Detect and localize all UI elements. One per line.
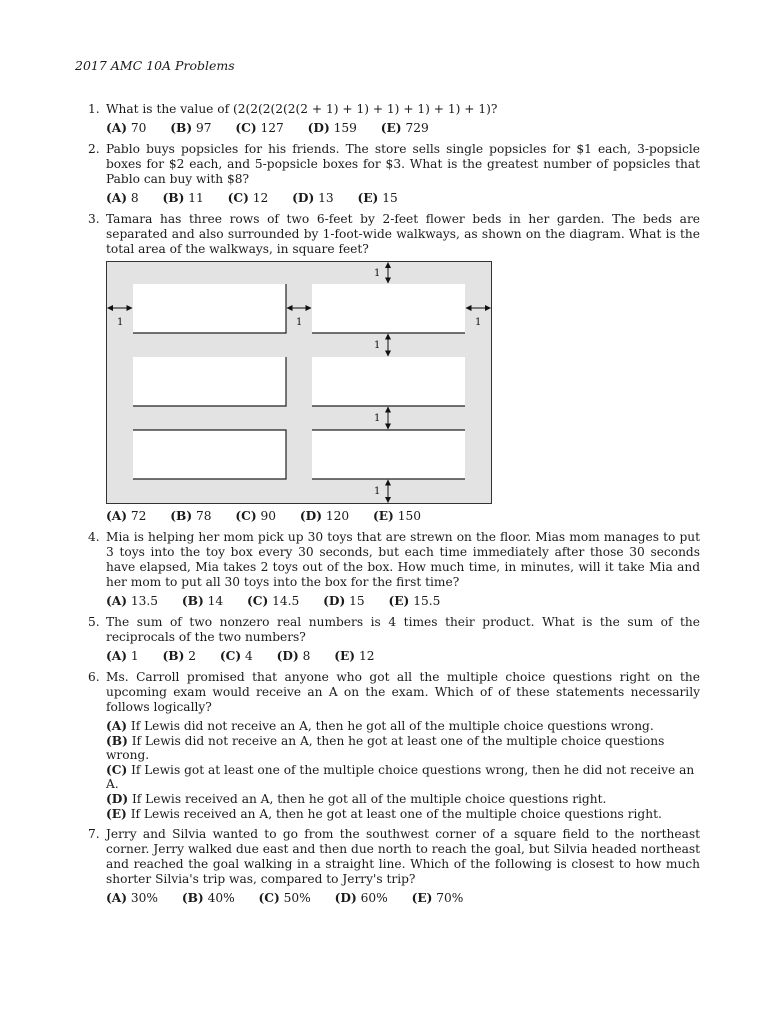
choice-letter: (A) — [106, 649, 127, 663]
problem-stem: Pablo buys popsicles for his friends. The store sells single popsicles for $1 each, 3-popsicle boxes for $2 each, and 5-popsicle boxes for $3. What is the greatest number of popsicles that Pablo can buy with $8? — [106, 142, 700, 186]
choice-d — [335, 891, 388, 906]
choice-text: 30% — [130, 891, 158, 906]
choice-b — [106, 734, 700, 763]
page-header: 2017 AMC 10A Problems — [75, 58, 235, 73]
problem-list — [88, 102, 700, 912]
choice-text: 50% — [283, 891, 311, 906]
problem-stem: What is the value of (2(2(2(2(2(2 + 1) + 1) + 1) + 1) + 1) + 1)? — [106, 102, 498, 116]
choice-text: 15.5 — [413, 594, 441, 608]
choice-c — [235, 509, 276, 524]
problem-3 — [88, 212, 700, 524]
choice-letter: (E) — [373, 509, 394, 523]
choice-text: 11 — [188, 191, 204, 205]
choice-letter: (D) — [106, 791, 129, 806]
choice-text: 70% — [436, 891, 464, 906]
choice-e — [373, 509, 421, 524]
choice-letter: (A) — [106, 594, 127, 608]
choice-text: 127 — [260, 121, 284, 135]
choice-text: 60% — [360, 891, 388, 906]
choice-letter: (D) — [299, 509, 322, 523]
choice-letter: (D) — [276, 649, 299, 663]
choice-e — [412, 891, 464, 906]
choice-letter: (B) — [162, 649, 185, 663]
problem-number: 2. — [88, 142, 100, 156]
choice-letter: (D) — [292, 191, 315, 205]
choice-d — [300, 509, 349, 524]
answer-choices — [106, 649, 700, 664]
choice-b — [163, 191, 204, 206]
problem-number: 5. — [88, 615, 100, 629]
choice-letter: (E) — [357, 191, 379, 205]
choice-text: 90 — [260, 509, 276, 523]
problem-1 — [88, 102, 700, 136]
dimension-label: 1 — [374, 340, 381, 351]
choice-letter: (D) — [323, 594, 346, 608]
choice-a — [106, 891, 158, 906]
problem-stem: Ms. Carroll promised that anyone who got all the multiple choice questions right on the upcoming exam would receive an A on the exam. Which of of these statements necessarily follows logically? — [106, 670, 700, 714]
choice-a — [106, 649, 139, 664]
choice-c — [106, 763, 700, 792]
answer-choices — [106, 191, 700, 206]
choice-c — [228, 191, 269, 206]
choice-text: 13 — [318, 191, 334, 205]
choice-e — [381, 121, 429, 136]
problem-number: 4. — [88, 530, 100, 544]
choice-b — [182, 594, 223, 609]
choice-letter: (B) — [181, 594, 204, 608]
choice-e — [358, 191, 398, 206]
problem-number: 6. — [88, 670, 100, 684]
choice-text: 13.5 — [130, 594, 159, 608]
choice-letter: (C) — [227, 191, 249, 205]
answer-choices — [106, 121, 700, 136]
choice-c — [220, 649, 253, 664]
choice-d — [323, 594, 365, 609]
choice-d — [308, 121, 357, 136]
choice-d — [292, 191, 334, 206]
problem-number: 1. — [88, 102, 100, 116]
problem-stem: The sum of two nonzero real numbers is 4 times their product. What is the sum of the reciprocals of the two numbers? — [106, 615, 700, 644]
problem-4 — [88, 530, 700, 609]
problem-stem: Jerry and Silvia wanted to go from the southwest corner of a square field to the northeast corner. Jerry walked due east and then due north to reach the goal, but Silvia headed northeast and reached the goal walking in a straight line. Which of the following is closest to how much shorter Silvia's trip was, compared to Jerry's trip? — [106, 827, 700, 887]
flower-bed — [312, 430, 465, 479]
choice-letter: (C) — [235, 121, 257, 135]
choice-text: 2 — [188, 649, 196, 663]
choice-c — [247, 594, 299, 609]
dimension-label: 1 — [475, 317, 482, 328]
choice-text: 4 — [244, 649, 253, 663]
choice-b — [163, 649, 196, 664]
choice-c — [235, 121, 283, 136]
choice-text: 120 — [325, 509, 350, 523]
choice-letter: (D) — [334, 891, 357, 906]
problem-2 — [88, 142, 700, 206]
choice-text: 729 — [405, 121, 429, 135]
choice-a — [106, 191, 139, 206]
choice-letter: (A) — [106, 891, 127, 906]
problem-5 — [88, 615, 700, 664]
flower-bed — [312, 284, 465, 333]
problem-7 — [88, 827, 700, 906]
flower-bed — [312, 357, 465, 406]
answer-choices — [106, 719, 700, 821]
choice-text: 78 — [195, 509, 212, 523]
choice-text: 150 — [397, 509, 421, 523]
dimension-label: 1 — [117, 317, 124, 328]
choice-letter: (C) — [106, 762, 128, 777]
choice-letter: (B) — [162, 191, 185, 205]
choice-text: 159 — [333, 121, 357, 135]
choice-a — [106, 719, 700, 734]
choice-letter: (E) — [388, 594, 410, 608]
choice-text: If Lewis did not receive an A, then he got at least one of the multiple choice questions wrong. — [106, 733, 665, 763]
choice-letter: (A) — [106, 509, 127, 523]
choice-text: 12 — [252, 191, 269, 205]
problem-number: 3. — [88, 212, 100, 226]
flower-bed — [133, 357, 286, 406]
choice-text: If Lewis received an A, then he got all of the multiple choice questions right. — [131, 791, 607, 806]
choice-text: 40% — [207, 891, 235, 906]
choice-letter: (E) — [411, 891, 433, 906]
choice-b — [170, 509, 211, 524]
choice-letter: (C) — [258, 891, 280, 906]
choice-letter: (B) — [106, 733, 128, 748]
choice-text: 15 — [382, 191, 398, 205]
choice-text: If Lewis received an A, then he got at least one of the multiple choice questions right. — [130, 806, 662, 821]
dimension-label: 1 — [374, 486, 381, 497]
choice-letter: (B) — [181, 891, 204, 906]
choice-d — [277, 649, 311, 664]
choice-text: 72 — [130, 509, 147, 523]
dimension-label: 1 — [296, 317, 303, 328]
choice-letter: (C) — [247, 594, 269, 608]
dimension-label: 1 — [374, 413, 381, 424]
choice-letter: (E) — [106, 806, 127, 821]
choice-b — [170, 121, 211, 136]
choice-a — [106, 594, 158, 609]
choice-text: 8 — [130, 191, 139, 205]
problem-stem: Mia is helping her mom pick up 30 toys that are strewn on the floor. Mias mom manages to put 3 toys into the toy box every 30 seconds, but each time immediately after those 30 seconds have elapsed, Mia takes 2 toys out of the box. How much time, in minutes, will it take Mia and her mom to put all 30 toys into the box for the first time? — [106, 530, 700, 589]
choice-a — [106, 509, 146, 524]
choice-text: If Lewis did not receive an A, then he got all of the multiple choice questions wrong. — [130, 719, 654, 733]
problem-number: 7. — [88, 827, 100, 842]
choice-d — [106, 792, 700, 807]
choice-text: 14.5 — [272, 594, 300, 608]
choice-text: 97 — [195, 121, 212, 135]
problem-stem: Tamara has three rows of two 6-feet by 2-feet flower beds in her garden. The beds are separated and also surrounded by 1-foot-wide walkways, as shown on the diagram. What is the total area of the walkways, in square feet? — [106, 212, 700, 256]
choice-letter: (E) — [380, 121, 402, 135]
choice-letter: (C) — [235, 509, 257, 523]
choice-text: 14 — [207, 594, 224, 608]
choice-text: 12 — [358, 649, 375, 663]
choice-e — [334, 649, 374, 664]
garden-diagram — [106, 261, 492, 505]
choice-e — [389, 594, 441, 609]
dimension-label: 1 — [374, 268, 381, 279]
choice-c — [259, 891, 311, 906]
choice-letter: (B) — [170, 509, 193, 523]
answer-choices — [106, 594, 700, 609]
choice-letter: (A) — [106, 719, 127, 733]
choice-letter: (D) — [307, 121, 330, 135]
choice-text: 1 — [130, 649, 139, 663]
choice-letter: (A) — [106, 121, 127, 135]
choice-text: 70 — [130, 121, 147, 135]
flower-bed — [133, 430, 286, 479]
problem-6 — [88, 670, 700, 821]
answer-choices — [106, 509, 700, 524]
choice-text: If Lewis got at least one of the multiple choice questions wrong, then he did not receive an A. — [106, 762, 695, 792]
choice-letter: (E) — [334, 649, 356, 663]
choice-a — [106, 121, 146, 136]
flower-bed — [133, 284, 286, 333]
choice-letter: (B) — [170, 121, 193, 135]
choice-text: 15 — [349, 594, 365, 608]
choice-letter: (C) — [219, 649, 242, 663]
choice-text: 8 — [302, 649, 311, 663]
choice-e — [106, 807, 700, 822]
choice-letter: (A) — [106, 191, 127, 205]
answer-choices — [106, 891, 700, 906]
choice-b — [182, 891, 235, 906]
